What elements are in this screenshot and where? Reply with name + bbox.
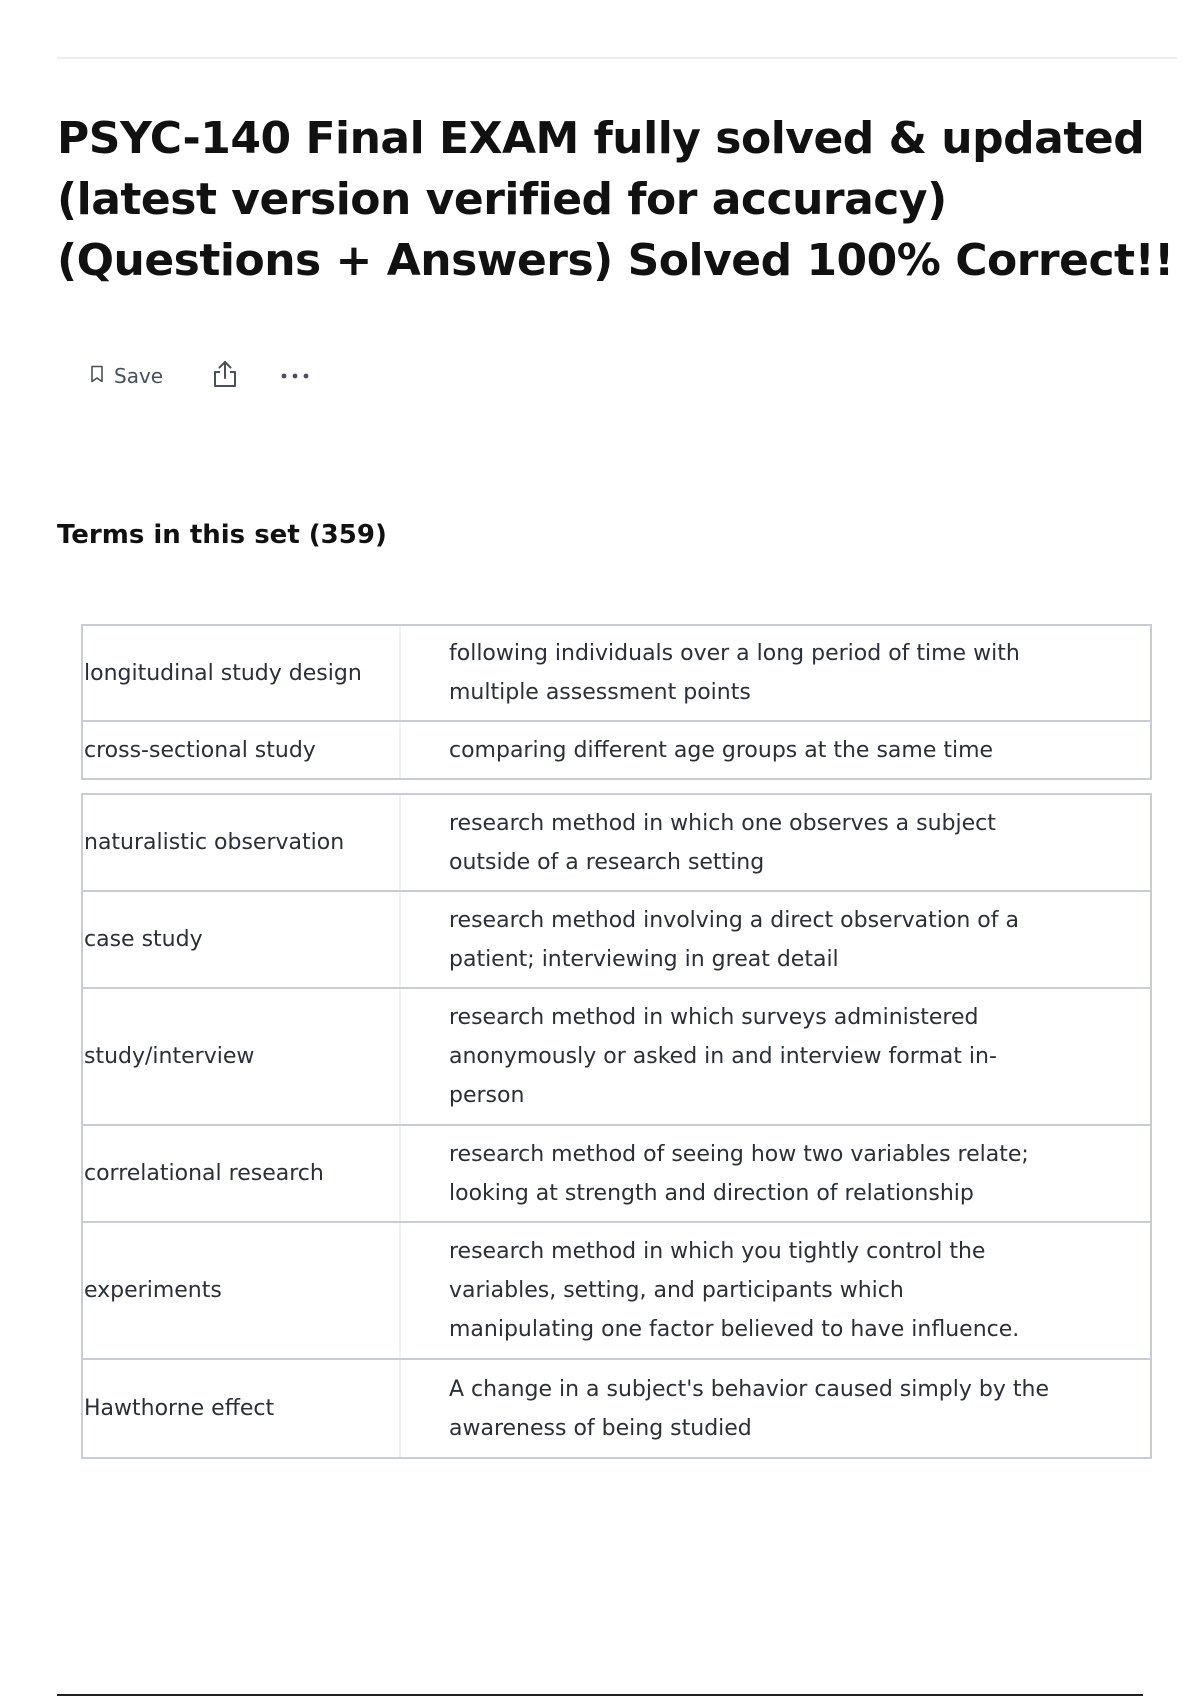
term-row[interactable] — [83, 892, 1150, 989]
save-label: Save — [114, 364, 164, 388]
term-text: naturalistic observation — [83, 795, 401, 890]
terms-card — [81, 793, 1152, 1459]
more-horizontal-icon — [280, 367, 310, 385]
top-divider — [57, 57, 1177, 59]
term-text: experiments — [83, 1223, 401, 1358]
definition-text: research method in which you tightly control the variables, setting, and participants which manipulating one factor believed to have influence. — [449, 1239, 1020, 1342]
term-text: Hawthorne effect — [83, 1360, 401, 1457]
save-button[interactable] — [84, 356, 169, 396]
term-row[interactable] — [83, 1223, 1150, 1360]
terms-card — [81, 624, 1152, 780]
definition-text: A change in a subject's behavior caused simply by the awareness of being studied — [449, 1376, 1049, 1441]
definition-text: comparing different age groups at the same time — [449, 737, 994, 763]
term-row[interactable] — [83, 1126, 1150, 1223]
definition-text: following individuals over a long period of time with multiple assessment points — [449, 641, 1020, 705]
definition-text: research method in which one observes a subject outside of a research setting — [449, 810, 996, 875]
term-text: study/interview — [83, 989, 401, 1124]
term-text: longitudinal study design — [83, 626, 401, 720]
term-text: case study — [83, 892, 401, 987]
set-toolbar — [84, 356, 315, 396]
share-button[interactable] — [205, 356, 245, 396]
page-title: PSYC-140 Final EXAM fully solved & updated (latest version verified for accuracy) (Questions + Answers) Solved 100% Correct!! — [57, 113, 1174, 286]
definition-text: research method involving a direct observation of a patient; interviewing in great detail — [449, 907, 1019, 972]
term-row[interactable] — [83, 795, 1150, 892]
bookmark-icon — [90, 364, 104, 388]
term-text: cross-sectional study — [83, 722, 401, 778]
term-text: correlational research — [83, 1126, 401, 1221]
share-icon — [211, 359, 239, 394]
definition-text: research method in which surveys administered anonymously or asked in and interview format in-person — [449, 1005, 997, 1108]
term-row[interactable] — [83, 626, 1150, 722]
bottom-divider — [57, 1694, 1143, 1696]
term-row[interactable] — [83, 989, 1150, 1126]
term-row[interactable] — [83, 1360, 1150, 1457]
term-row[interactable] — [83, 722, 1150, 778]
more-options-button[interactable] — [275, 356, 315, 396]
terms-heading: Terms in this set (359) — [57, 520, 387, 550]
definition-text: research method of seeing how two variables relate; looking at strength and direction of relationship — [449, 1141, 1029, 1206]
